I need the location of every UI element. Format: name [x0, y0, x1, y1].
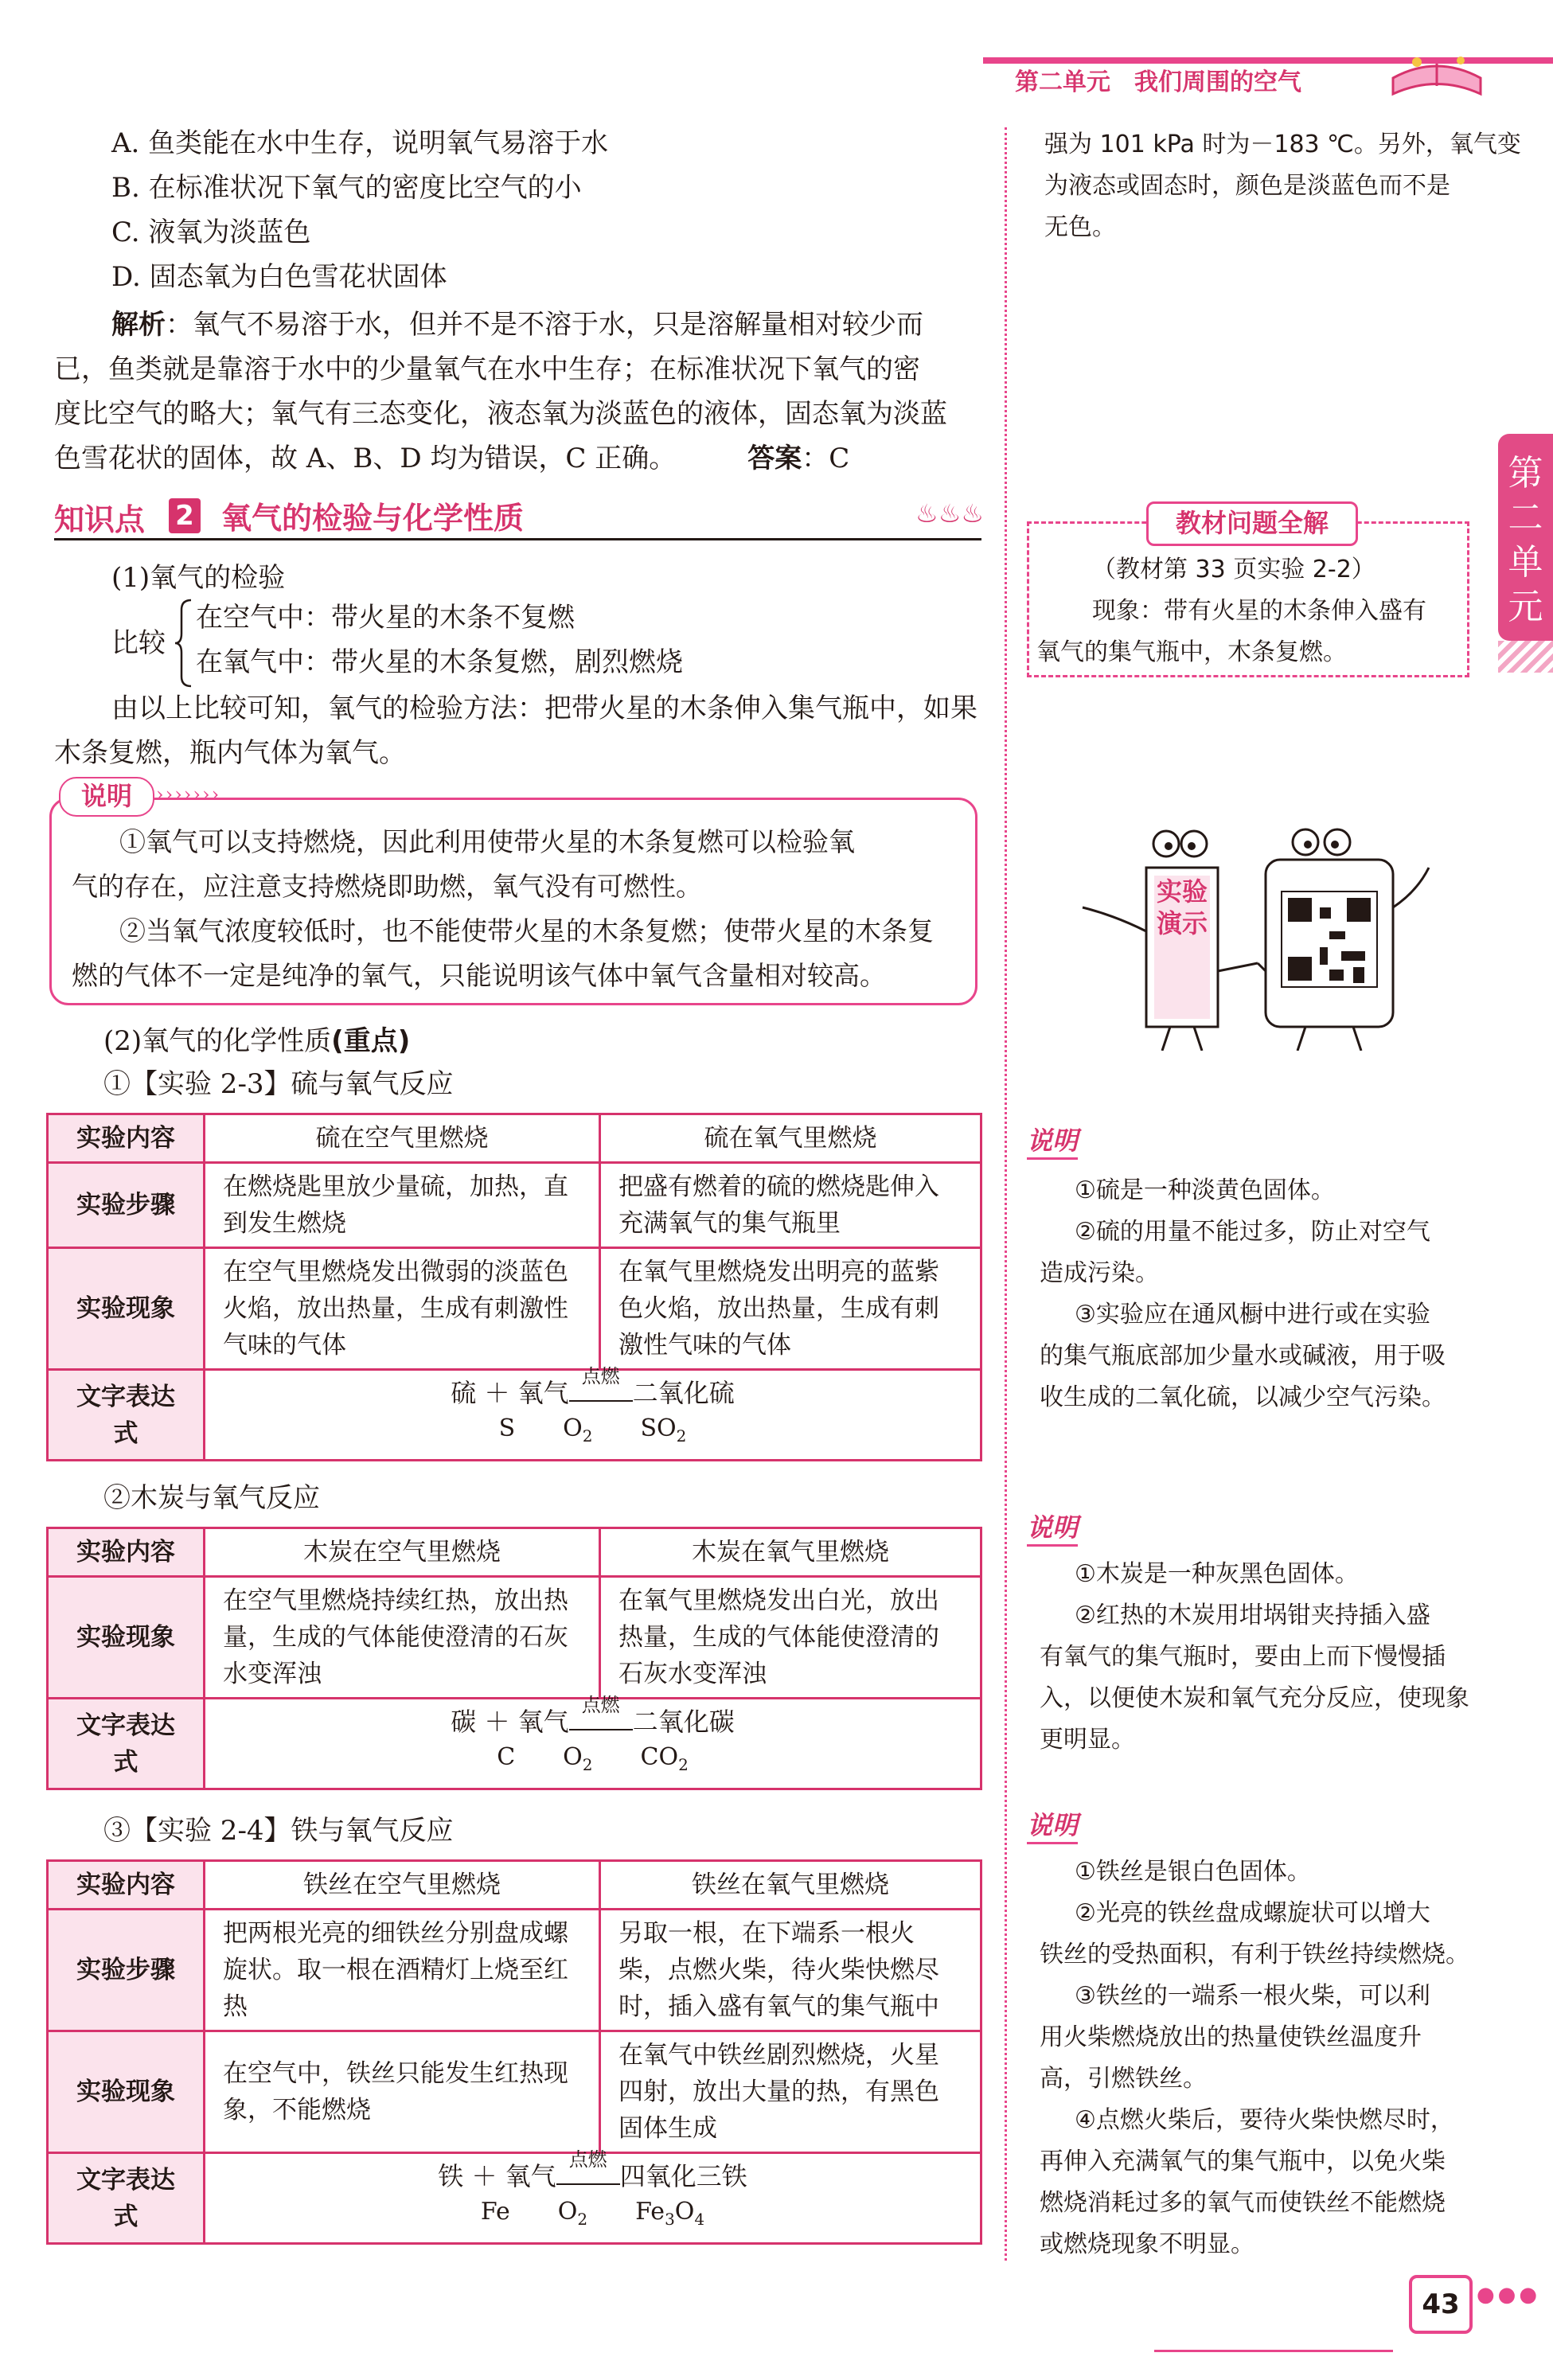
- table-row: [48, 1699, 981, 1789]
- formula-row: S $O_2$ $SO_2$: [498, 1414, 687, 1446]
- right-note3-badge: 说明: [1027, 1805, 1078, 1842]
- iron-table: [46, 1859, 982, 2245]
- word-equation: 碳 ＋ 氧气 点燃 二氧化碳: [451, 1694, 735, 1737]
- right-note3-line: ②光亮的铁丝盘成螺旋状可以增大: [1075, 1899, 1430, 1927]
- row-label: 实验步骤: [48, 1910, 205, 2031]
- right-note3-line: 或燃烧现象不明显。: [1040, 2230, 1254, 2258]
- equation-cell: [205, 2148, 981, 2244]
- row-label: 实验现象: [48, 1248, 205, 1370]
- right-note3-line: 再伸入充满氧气的集气瓶中，以免火柴: [1040, 2148, 1446, 2175]
- right-note2-line: ①木炭是一种灰黑色固体。: [1075, 1560, 1359, 1588]
- table-row: [48, 1577, 981, 1699]
- knowledge-point-title: 氧气的检验与化学性质: [221, 501, 525, 536]
- table-cell: 在空气里燃烧发出微弱的淡蓝色火焰，放出热量，生成有刺激性气味的气体: [205, 1248, 600, 1370]
- right-note1-line: ①硫是一种淡黄色固体。: [1075, 1176, 1335, 1204]
- note-arrows: ›››››››: [156, 783, 221, 806]
- right-top-line-1: 强为 101 kPa 时为－183 ℃。另外，氧气变: [1044, 131, 1521, 158]
- table-row: [48, 1248, 981, 1370]
- answer-value: ：C: [802, 443, 850, 474]
- option-b: B. 在标准状况下氧气的密度比空气的小: [111, 172, 582, 204]
- right-note2-line: 有氧气的集气瓶时，要由上而下慢慢插: [1040, 1643, 1446, 1671]
- exp2-title: ②木炭与氧气反应: [103, 1482, 320, 1514]
- table-cell: 把两根光亮的细铁丝分别盘成螺旋状。取一根在酒精灯上烧至红热: [205, 1910, 600, 2031]
- table-cell: 在氧气里燃烧发出明亮的蓝紫色火焰，放出热量，生成有刺激性气味的气体: [600, 1248, 981, 1370]
- table-header: 木炭在空气里燃烧: [205, 1528, 600, 1577]
- table-row: [48, 1370, 981, 1461]
- right-note1-line: ②硫的用量不能过多，防止对空气: [1075, 1218, 1430, 1246]
- row-label: 文字表达式: [48, 1370, 205, 1461]
- right-note2-line: 入，以便使木炭和氧气充分反应，使现象: [1040, 1684, 1469, 1712]
- textbook-answer-line-2: 现象：带有火星的木条伸入盛有: [1092, 597, 1426, 625]
- table-header: 实验内容: [48, 1114, 205, 1163]
- table-row: [48, 1861, 981, 1910]
- formula-row: C $O_2$ $CO_2$: [497, 1743, 689, 1774]
- textbook-answer-badge: 教材问题全解: [1146, 501, 1358, 546]
- row-label: 实验步骤: [48, 1163, 205, 1248]
- row-label: 实验现象: [48, 2031, 205, 2153]
- right-note3-line: ③铁丝的一端系一根火柴，可以利: [1075, 1982, 1430, 2010]
- note-line-3: ②当氧气浓度较低时，也不能使带火星的木条复燃；使带火星的木条复: [119, 915, 934, 946]
- right-note3-line: 高，引燃铁丝。: [1040, 2065, 1207, 2093]
- exp3-title: ③【实验 2-4】铁与氧气反应: [103, 1815, 454, 1847]
- mascot-label: 实验演示: [1156, 876, 1208, 938]
- table-header: 硫在氧气里燃烧: [600, 1114, 981, 1163]
- table-cell: 在空气中，铁丝只能发生红热现象，不能燃烧: [205, 2031, 600, 2153]
- flame-icons: ♨♨♨: [915, 498, 985, 529]
- sulfur-table: [46, 1113, 982, 1461]
- table-row: [48, 2153, 981, 2244]
- table-cell: 在空气里燃烧持续红热，放出热量，生成的气体能使澄清的石灰水变浑浊: [205, 1577, 600, 1699]
- table-cell: 另取一根，在下端系一根火柴，点燃火柴，待火柴快燃尽时，插入盛有氧气的集气瓶中: [600, 1910, 981, 2031]
- compare-line-air: 在空气中：带火星的木条不复燃: [196, 602, 575, 634]
- conclusion-line-1: 由以上比较可知，氧气的检验方法：把带火星的木条伸入集气瓶中，如果: [111, 693, 977, 724]
- textbook-answer-line-3: 氧气的集气瓶中，木条复燃。: [1036, 638, 1347, 666]
- right-note3-line: 用火柴燃烧放出的热量使铁丝温度升: [1040, 2023, 1422, 2051]
- footer-line: [1154, 2350, 1393, 2352]
- equation-cell: [205, 1694, 981, 1789]
- table-row: [48, 1910, 981, 2031]
- book-logo-icon: [1385, 46, 1489, 102]
- right-note2-line: ②红热的木炭用坩埚钳夹持插入盛: [1075, 1602, 1430, 1629]
- chem-heading: (2)氧气的化学性质(重点): [103, 1025, 411, 1057]
- analysis-line-1: 解析：氧气不易溶于水，但并不是不溶于水，只是溶解量相对较少而: [111, 309, 923, 341]
- row-label: 文字表达式: [48, 2153, 205, 2244]
- table-cell: 把盛有燃着的硫的燃烧匙伸入充满氧气的集气瓶里: [600, 1163, 981, 1248]
- note-line-2: 气的存在，应注意支持燃烧即助燃，氧气没有可燃性。: [72, 871, 702, 902]
- conclusion-line-2: 木条复燃，瓶内气体为氧气。: [54, 737, 406, 769]
- answer-label: 答案: [747, 443, 802, 474]
- detection-heading: (1)氧气的检验: [111, 562, 286, 594]
- table-row: [48, 2031, 981, 2153]
- right-note1-badge: 说明: [1027, 1121, 1078, 1157]
- note-badge: 说明: [59, 777, 154, 817]
- side-tab: 第二单元: [1498, 434, 1553, 641]
- table-header: 实验内容: [48, 1861, 205, 1910]
- compare-label: 比较: [111, 627, 166, 659]
- right-note3-line: 燃烧消耗过多的氧气而使铁丝不能燃烧: [1040, 2189, 1446, 2217]
- side-tab-stripes: [1498, 641, 1553, 673]
- row-label: 实验现象: [48, 1577, 205, 1699]
- word-equation: 硫 ＋ 氧气 点燃 二氧化硫: [451, 1365, 735, 1408]
- note-line-1: ①氧气可以支持燃烧，因此利用使带火星的木条复燃可以检验氧: [119, 826, 855, 857]
- textbook-answer-line-1: （教材第 33 页实验 2-2）: [1092, 556, 1375, 583]
- footer-dots-icon: ●●●: [1477, 2283, 1541, 2307]
- table-header: 木炭在氧气里燃烧: [600, 1528, 981, 1577]
- analysis-label: 解析: [111, 309, 166, 341]
- word-equation: 铁 ＋ 氧气 点燃 四氧化三铁: [438, 2148, 747, 2191]
- right-note1-line: 的集气瓶底部加少量水或碱液，用于吸: [1040, 1342, 1446, 1370]
- table-row: [48, 1163, 981, 1248]
- knowledge-point-number: 2: [169, 498, 201, 533]
- table-cell: 在氧气里燃烧发出白光，放出热量，生成的气体能使澄清的石灰水变浑浊: [600, 1577, 981, 1699]
- right-top-line-2: 为液态或固态时，颜色是淡蓝色而不是: [1044, 172, 1450, 200]
- knowledge-point-label: 知识点: [54, 502, 146, 537]
- analysis-line-4: 色雪花状的固体，故 A、B、D 均为错误，C 正确。 答案：C: [54, 443, 850, 474]
- option-d: D. 固态氧为白色雪花状固体: [111, 261, 447, 293]
- compare-line-oxygen: 在氧气中：带火星的木条复燃，剧烈燃烧: [196, 646, 683, 678]
- right-note1-line: 造成污染。: [1040, 1259, 1159, 1287]
- unit-title: 第二单元 我们周围的空气: [1015, 68, 1301, 96]
- analysis-line-3: 度比空气的略大；氧气有三态变化，液态氧为淡蓝色的液体，固态氧为淡蓝: [54, 398, 947, 430]
- table-header: 铁丝在空气里燃烧: [205, 1861, 600, 1910]
- right-note1-line: 收生成的二氧化硫，以减少空气污染。: [1040, 1383, 1446, 1411]
- note-line-4: 燃的气体不一定是纯净的氧气，只能说明该气体中氧气含量相对较高。: [72, 960, 886, 991]
- right-note1-line: ③实验应在通风橱中进行或在实验: [1075, 1301, 1430, 1329]
- row-label: 文字表达式: [48, 1699, 205, 1789]
- table-header: 实验内容: [48, 1528, 205, 1577]
- equation-cell: [205, 1365, 981, 1461]
- page-number: 43: [1409, 2275, 1473, 2334]
- formula-row: Fe $O_2$ $Fe_3O_4$: [480, 2198, 705, 2229]
- right-top-line-3: 无色。: [1044, 213, 1116, 241]
- mascot-qr-illustration-icon: [1067, 820, 1449, 1051]
- right-note3-line: ④点燃火柴后，要待火柴快燃尽时，: [1075, 2106, 1454, 2134]
- table-row: [48, 1114, 981, 1163]
- table-header: 铁丝在氧气里燃烧: [600, 1861, 981, 1910]
- table-cell: 在燃烧匙里放少量硫，加热，直到发生燃烧: [205, 1163, 600, 1248]
- right-note3-line: ①铁丝是银白色固体。: [1075, 1858, 1311, 1886]
- analysis-line-2: 已，鱼类就是靠溶于水中的少量氧气在水中生存；在标准状况下氧气的密: [54, 353, 920, 385]
- table-header: 硫在空气里燃烧: [205, 1114, 600, 1163]
- right-note3-line: 铁丝的受热面积，有利于铁丝持续燃烧。: [1040, 1941, 1469, 1968]
- option-a: A. 鱼类能在水中生存，说明氧气易溶于水: [111, 127, 609, 159]
- table-row: [48, 1528, 981, 1577]
- option-c: C. 液氧为淡蓝色: [111, 217, 311, 248]
- charcoal-table: [46, 1527, 982, 1790]
- table-cell: 在氧气中铁丝剧烈燃烧，火星四射，放出大量的热，有黑色固体生成: [600, 2031, 981, 2153]
- exp1-title: ①【实验 2-3】硫与氧气反应: [103, 1068, 454, 1100]
- right-note2-line: 更明显。: [1040, 1726, 1135, 1754]
- right-note2-badge: 说明: [1027, 1508, 1078, 1544]
- brace-icon: [174, 599, 193, 688]
- column-divider: [1005, 127, 1007, 2261]
